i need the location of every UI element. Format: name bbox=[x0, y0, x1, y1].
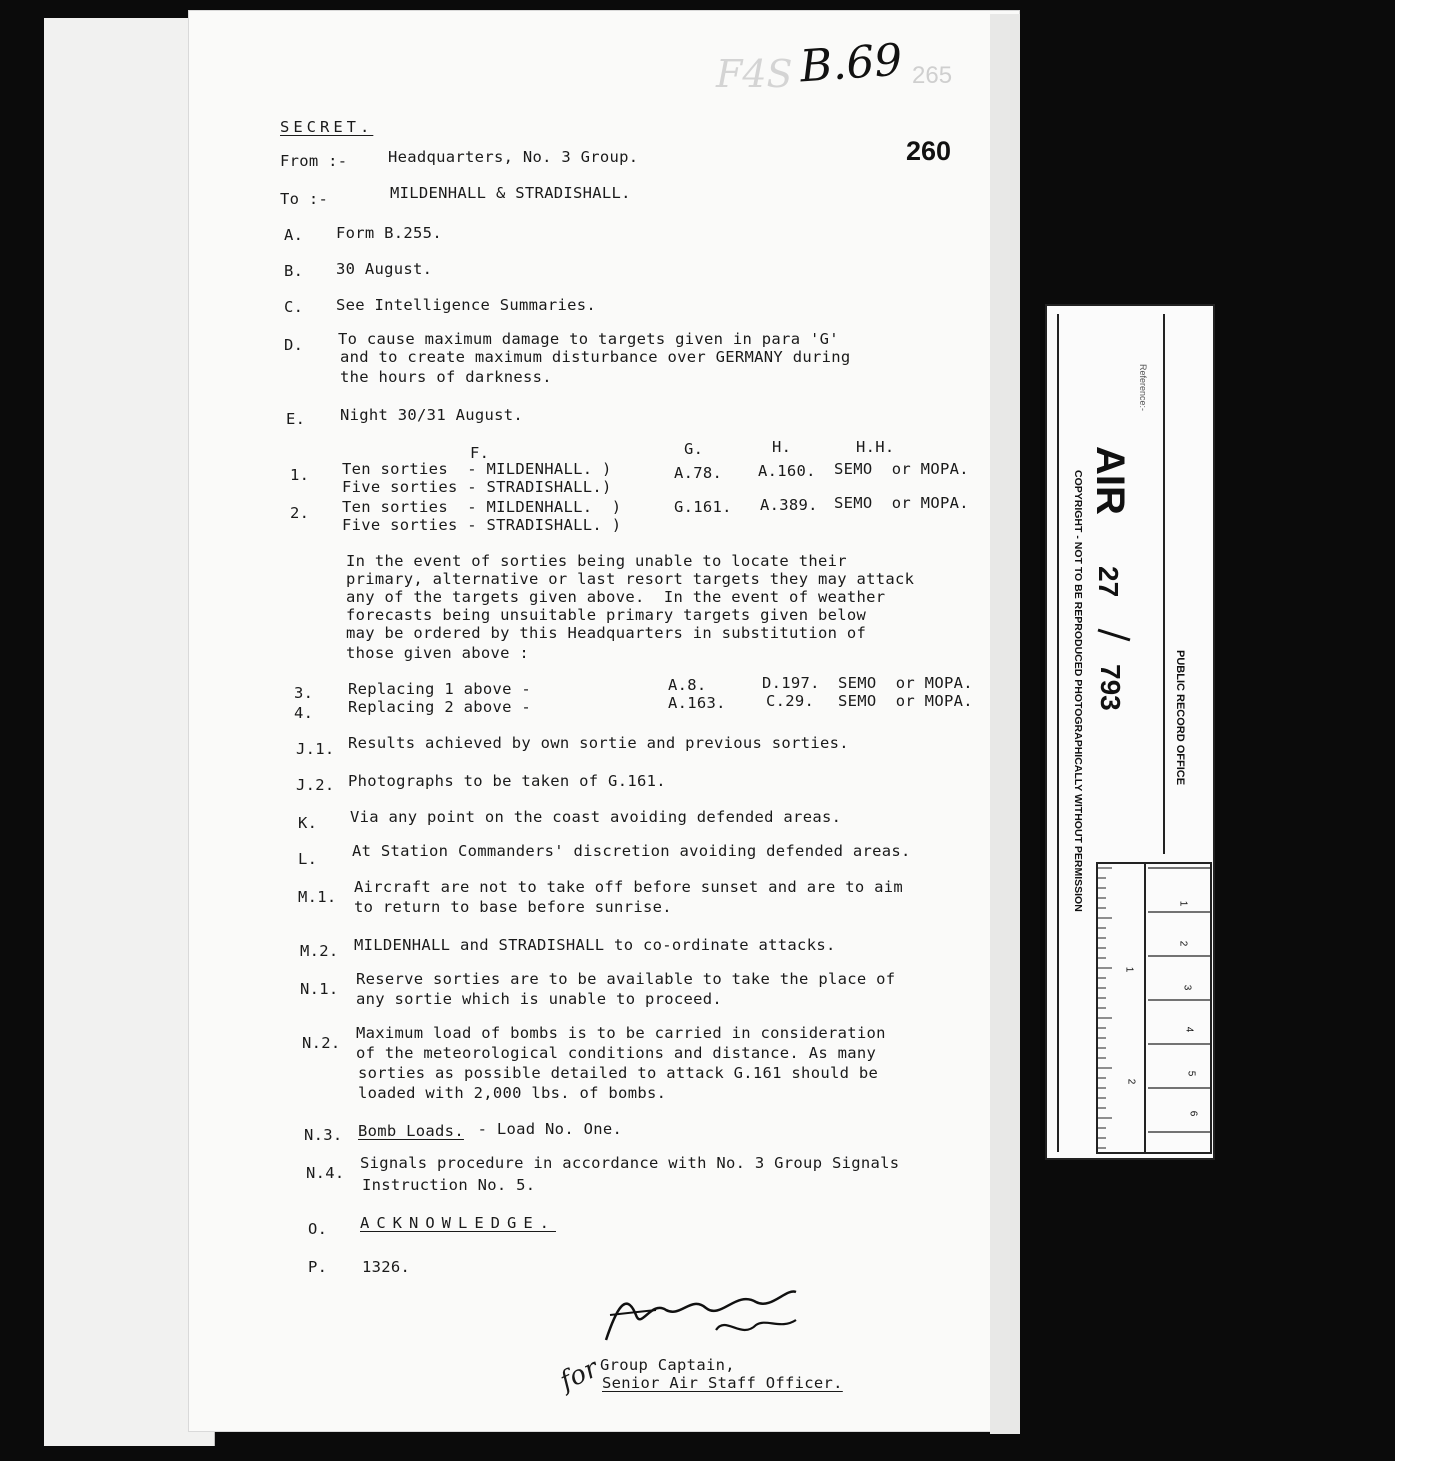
para-key: K. bbox=[298, 814, 318, 832]
scale-ticks bbox=[1098, 864, 1210, 1152]
faint-bleed-through-number: 265 bbox=[912, 62, 953, 89]
copyright-notice: COPYRIGHT - NOT TO BE REPRODUCED PHOTOGRAPHICALLY WITHOUT PERMISSION bbox=[1072, 470, 1084, 912]
scan-margin bbox=[1395, 0, 1439, 1461]
label-rule bbox=[1163, 314, 1165, 854]
scale-cm-label: 5 bbox=[1185, 1070, 1197, 1077]
piece-number-b: 793 bbox=[1095, 664, 1126, 711]
para-text: Signals procedure in accordance with No. 3 Group Signals bbox=[360, 1154, 900, 1172]
faint-bleed-through-mark: F4S bbox=[716, 52, 793, 96]
to-value: MILDENHALL & STRADISHALL. bbox=[390, 184, 631, 202]
para-key: L. bbox=[298, 850, 318, 868]
para-text: MILDENHALL and STRADISHALL to co-ordinate attacks. bbox=[354, 936, 836, 954]
para-key: M.1. bbox=[298, 888, 337, 906]
para-key: N.4. bbox=[306, 1164, 345, 1182]
para-text: sorties as possible detailed to attack G.161 should be bbox=[358, 1064, 879, 1082]
table-row-text: Replacing 2 above - bbox=[348, 698, 532, 716]
column-header-g: G. bbox=[684, 440, 704, 458]
reference-word: Reference:- bbox=[1138, 364, 1148, 412]
para-key: J.2. bbox=[296, 776, 335, 794]
scale-line bbox=[1096, 1152, 1212, 1154]
table-cell-h: C.29. bbox=[766, 692, 815, 710]
para-key: N.2. bbox=[302, 1034, 341, 1052]
table-row-sorties: Five sorties - STRADISHALL.) bbox=[342, 478, 612, 496]
scale-inch-label: 2 bbox=[1125, 1078, 1137, 1085]
record-office-title: PUBLIC RECORD OFFICE bbox=[1174, 650, 1186, 786]
secret-heading: SECRET. bbox=[280, 118, 374, 136]
table-cell-hh: SEMO or MOPA. bbox=[838, 692, 973, 710]
para-text: Results achieved by own sortie and previous sorties. bbox=[348, 734, 849, 752]
page-edge-shadow bbox=[990, 14, 1020, 1434]
signature-office: Senior Air Staff Officer. bbox=[602, 1374, 843, 1392]
para-key: P. bbox=[308, 1258, 328, 1276]
para-text: of the meteorological conditions and distance. As many bbox=[356, 1044, 877, 1062]
para-text: Night 30/31 August. bbox=[340, 406, 524, 424]
column-header-h: H. bbox=[772, 438, 792, 456]
table-row-number: 1. bbox=[290, 466, 310, 484]
from-label: From :- bbox=[280, 152, 348, 170]
table-row-text: Replacing 1 above - bbox=[348, 680, 532, 698]
table-cell-hh: SEMO or MOPA. bbox=[834, 460, 969, 478]
scale-cm-label: 4 bbox=[1183, 1026, 1195, 1033]
para-text: At Station Commanders' discretion avoiding defended areas. bbox=[352, 842, 911, 860]
from-value: Headquarters, No. 3 Group. bbox=[388, 148, 639, 166]
scale-cm-label: 3 bbox=[1181, 984, 1193, 991]
column-header-hh: H.H. bbox=[856, 438, 895, 456]
signature-title: Group Captain, bbox=[600, 1356, 735, 1374]
para-text: 1326. bbox=[362, 1258, 411, 1276]
table-row-sorties: Ten sorties - MILDENHALL. ) bbox=[342, 498, 622, 516]
scale-cm-label: 6 bbox=[1187, 1110, 1199, 1117]
table-row-sorties: Ten sorties - MILDENHALL. ) bbox=[342, 460, 612, 478]
handwritten-signature bbox=[596, 1270, 836, 1360]
table-cell-g: A.8. bbox=[668, 676, 707, 694]
table-row-sorties: Five sorties - STRADISHALL. ) bbox=[342, 516, 622, 534]
table-cell-h: A.160. bbox=[758, 462, 816, 480]
body-text: any of the targets given above. In the event of weather bbox=[346, 588, 886, 606]
para-text: Via any point on the coast avoiding defended areas. bbox=[350, 808, 842, 826]
handwritten-reference: B.69 bbox=[798, 34, 904, 93]
piece-number-a: 27 bbox=[1093, 566, 1124, 598]
table-row-number: 2. bbox=[290, 504, 310, 522]
scale-line bbox=[1210, 862, 1212, 1154]
para-text: See Intelligence Summaries. bbox=[336, 296, 597, 314]
para-text: Maximum load of bombs is to be carried in consideration bbox=[356, 1024, 886, 1042]
para-key: N.1. bbox=[300, 980, 339, 998]
para-text: and to create maximum disturbance over GERMANY during bbox=[340, 348, 851, 366]
para-text: Form B.255. bbox=[336, 224, 442, 242]
para-key: D. bbox=[284, 336, 304, 354]
body-text: forecasts being unsuitable primary targets given below bbox=[346, 606, 867, 624]
table-row-number: 4. bbox=[294, 704, 314, 722]
para-key: O. bbox=[308, 1220, 328, 1238]
body-text: In the event of sorties being unable to locate their bbox=[346, 552, 847, 570]
para-text: - Load No. One. bbox=[468, 1120, 623, 1138]
para-key: J.1. bbox=[296, 740, 335, 758]
para-text: Reserve sorties are to be available to take the place of bbox=[356, 970, 896, 988]
to-label: To :- bbox=[280, 190, 329, 208]
table-cell-h: A.389. bbox=[760, 496, 818, 514]
body-text: primary, alternative or last resort targets they may attack bbox=[346, 570, 915, 588]
scale-cm-label: 1 bbox=[1177, 900, 1189, 907]
table-cell-g: A.163. bbox=[668, 694, 726, 712]
signature-prefix: for bbox=[555, 1353, 604, 1397]
folio-number: 260 bbox=[906, 136, 952, 166]
para-text: any sortie which is unable to proceed. bbox=[356, 990, 723, 1008]
para-text: to return to base before sunrise. bbox=[354, 898, 672, 916]
label-rule bbox=[1057, 314, 1059, 1152]
body-text: those given above : bbox=[346, 644, 530, 662]
para-key: M.2. bbox=[300, 942, 339, 960]
table-cell-hh: SEMO or MOPA. bbox=[838, 674, 973, 692]
para-key: C. bbox=[284, 298, 304, 316]
slash-mark bbox=[1094, 600, 1134, 670]
table-cell-g: A.78. bbox=[674, 464, 723, 482]
para-key: E. bbox=[286, 410, 306, 428]
para-key: B. bbox=[284, 262, 304, 280]
para-text: Aircraft are not to take off before sunset and are to aim bbox=[354, 878, 904, 896]
table-row-number: 3. bbox=[294, 684, 314, 702]
acknowledge-text: ACKNOWLEDGE. bbox=[360, 1214, 556, 1232]
para-text: loaded with 2,000 lbs. of bombs. bbox=[358, 1084, 667, 1102]
scale-inch-label: 1 bbox=[1123, 966, 1135, 973]
para-text: Photographs to be taken of G.161. bbox=[348, 772, 666, 790]
para-text: the hours of darkness. bbox=[340, 368, 552, 386]
table-cell-g: G.161. bbox=[674, 498, 732, 516]
para-text: To cause maximum damage to targets given in para 'G' bbox=[338, 330, 839, 348]
series-code: AIR bbox=[1088, 446, 1132, 515]
column-header-f: F. bbox=[470, 444, 490, 462]
table-cell-h: D.197. bbox=[762, 674, 820, 692]
para-text: 30 August. bbox=[336, 260, 433, 278]
para-text: Instruction No. 5. bbox=[362, 1176, 536, 1194]
table-cell-hh: SEMO or MOPA. bbox=[834, 494, 969, 512]
para-key: A. bbox=[284, 226, 304, 244]
scale-cm-label: 2 bbox=[1177, 940, 1189, 947]
body-text: may be ordered by this Headquarters in substitution of bbox=[346, 624, 867, 642]
bomb-loads-label: Bomb Loads. bbox=[358, 1122, 464, 1140]
para-key: N.3. bbox=[304, 1126, 343, 1144]
